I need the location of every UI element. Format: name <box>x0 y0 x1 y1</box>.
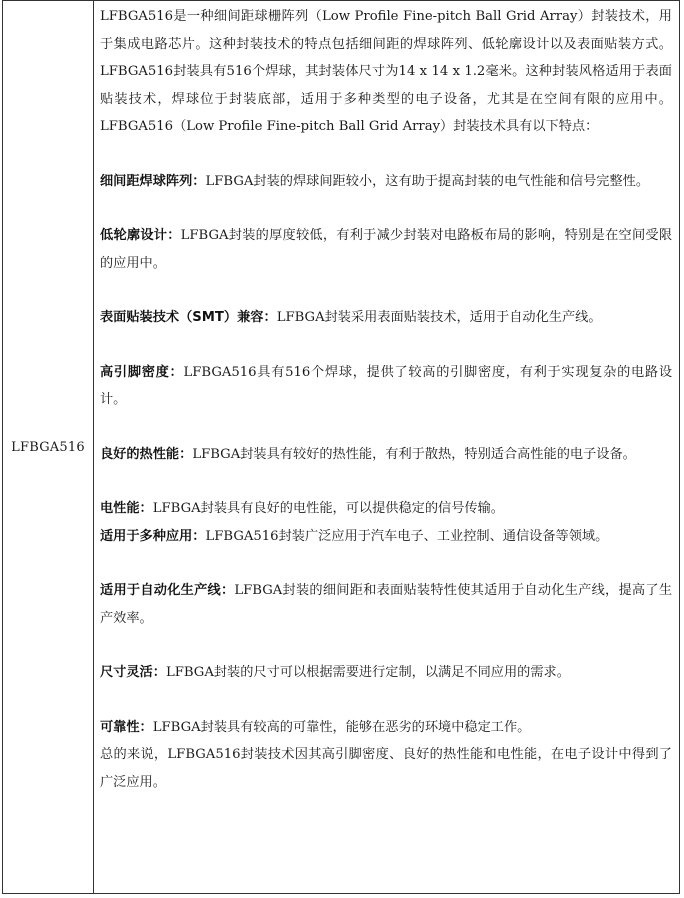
feature-smt <box>100 304 672 332</box>
feature-applications <box>100 523 672 551</box>
feature-title: 良好的热性能： <box>100 446 193 462</box>
feature-text: LFBGA封装的细间距和表面贴装特性使其适用于自动化生产线，提高了生产效率。 <box>100 583 673 626</box>
description-cell <box>100 3 672 796</box>
table <box>2 0 680 894</box>
feature-thermal <box>100 441 672 469</box>
conclusion-paragraph: 总的来说，LFBGA516封装技术因其高引脚密度、良好的热性能和电性能，在电子设计中得到了广泛应用。 <box>100 747 672 790</box>
intro-paragraph: LFBGA516是一种细间距球栅阵列（Low Profile Fine-pitch Ball Grid Array）封装技术，用于集成电路芯片。这种封装技术的特点包括细间距的焊球阵列、低轮廓设计以及表面贴装方式。LFBGA516封装具有516个焊球，其封装体尺寸为14 x 14 x 1.2毫米。这种封装风格适用于表面贴装技术，焊球位于封装底部，适用于多种类型的电子设备，尤其是在空间有限的应用中。LFBGA516（Low Profile Fine-pitch Ball Grid Array）封装技术具有以下特点： <box>100 9 672 134</box>
column-divider <box>93 1 94 893</box>
feature-low-profile <box>100 222 672 277</box>
feature-automation <box>100 577 672 632</box>
feature-reliability <box>100 714 672 742</box>
feature-size <box>100 659 672 687</box>
feature-text: LFBGA封装采用表面贴装技术，适用于自动化生产线。 <box>276 310 602 325</box>
row-label: LFBGA516 <box>11 439 85 455</box>
feature-title: 表面贴装技术（SMT）兼容： <box>100 310 277 325</box>
feature-title: 适用于自动化生产线： <box>100 583 235 598</box>
feature-text: LFBGA516封装广泛应用于汽车电子、工业控制、通信设备等领域。 <box>205 528 609 544</box>
feature-text: LFBGA封装具有良好的电性能，可以提供稳定的信号传输。 <box>152 501 504 516</box>
feature-text: LFBGA封装的焊球间距较小，这有助于提高封装的电气性能和信号完整性。 <box>205 173 650 189</box>
feature-electrical <box>100 495 672 523</box>
feature-title: 细间距焊球阵列： <box>100 173 206 189</box>
feature-title: 低轮廓设计： <box>100 228 181 243</box>
feature-text: LFBGA封装的尺寸可以根据需要进行定制，以满足不同应用的需求。 <box>165 665 570 680</box>
feature-fine-pitch <box>100 168 672 196</box>
feature-title: 电性能： <box>100 501 153 516</box>
feature-title: 可靠性： <box>100 719 153 735</box>
row-label-cell <box>3 1 93 893</box>
feature-text: LFBGA封装具有较好的热性能，有利于散热，特别适合高性能的电子设备。 <box>192 446 636 462</box>
feature-text: LFBGA封装具有较高的可靠性，能够在恶劣的环境中稳定工作。 <box>152 719 531 735</box>
feature-title: 适用于多种应用： <box>100 528 206 544</box>
feature-text: LFBGA封装的厚度较低，有利于减少封装对电路板布局的影响，特别是在空间受限的应用中。 <box>100 228 673 271</box>
feature-pin-density <box>100 359 672 414</box>
feature-title: 高引脚密度： <box>100 364 184 380</box>
feature-text: LFBGA516具有516个焊球，提供了较高的引脚密度，有利于实现复杂的电路设计。 <box>100 364 673 407</box>
feature-title: 尺寸灵活： <box>100 665 166 680</box>
